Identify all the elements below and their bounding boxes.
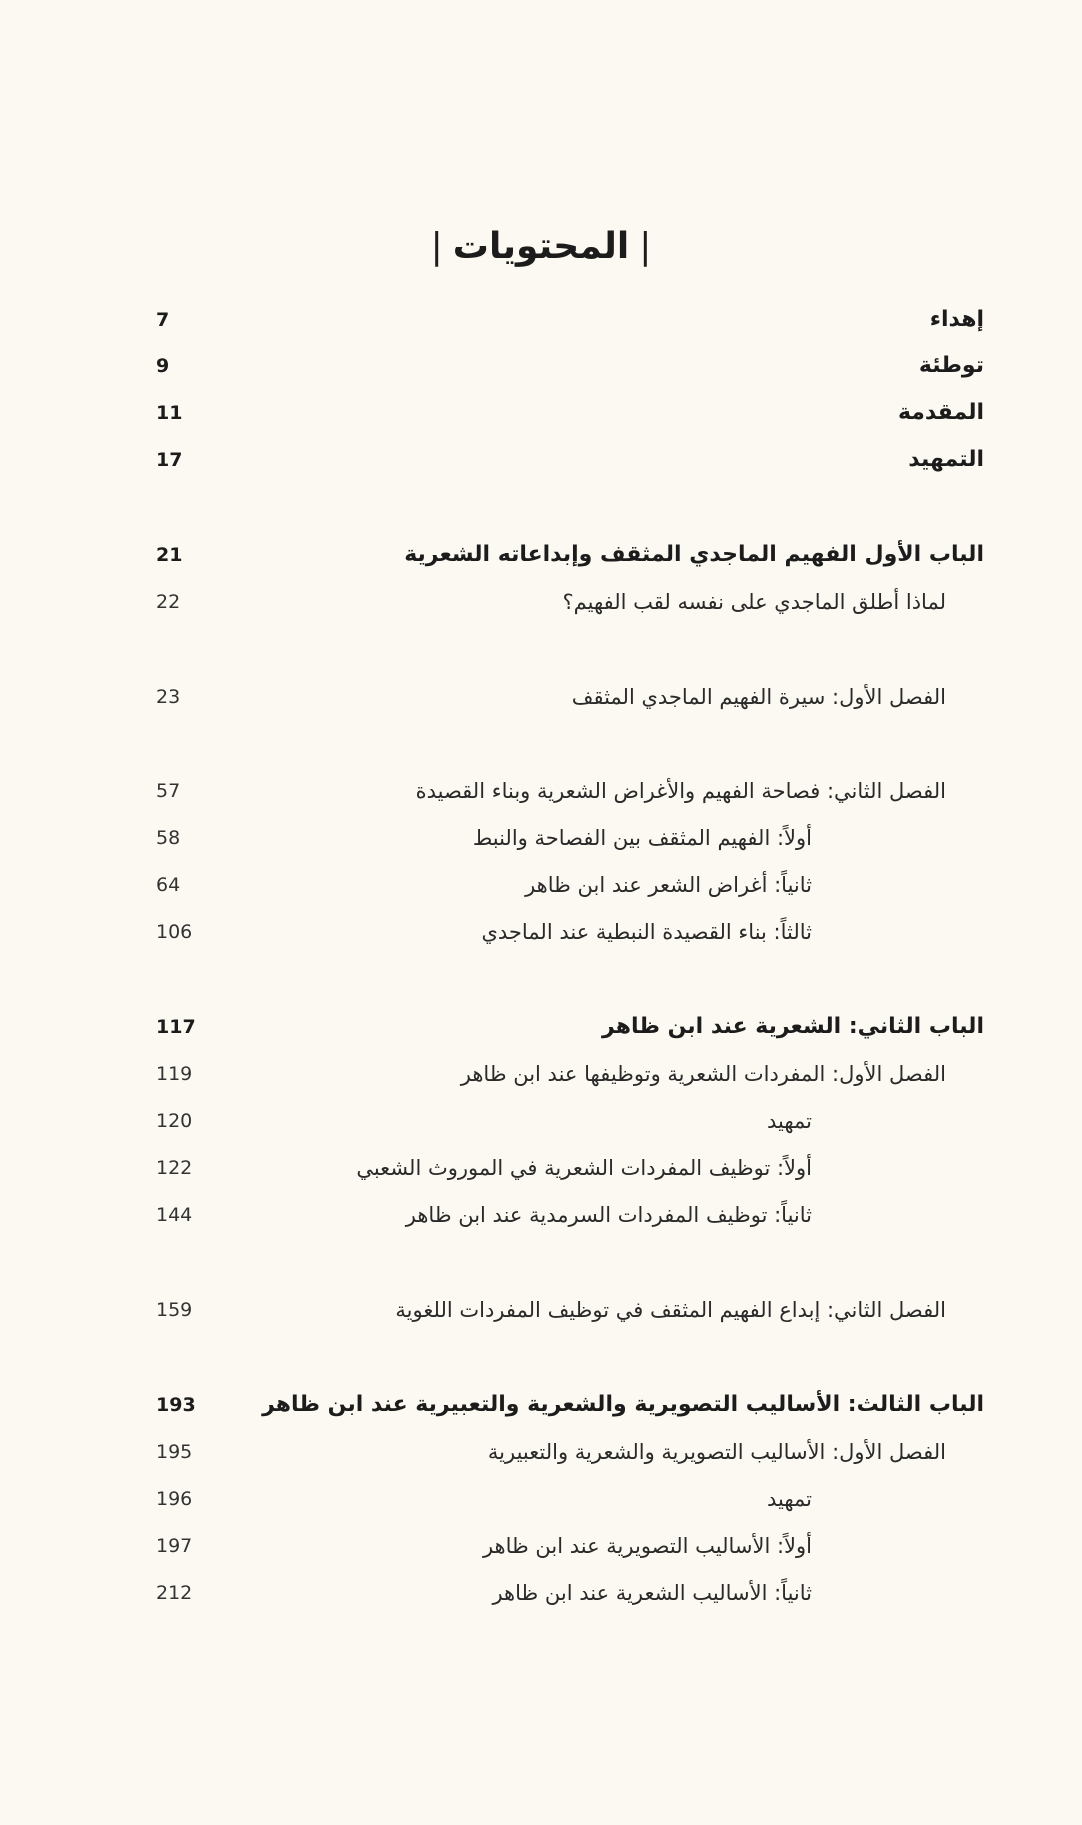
- toc-part: [0, 1007, 1082, 1047]
- toc-entry-page: 197: [156, 1535, 193, 1557]
- toc-entry-page: 17: [156, 449, 183, 471]
- toc-entry: [0, 1479, 1082, 1519]
- toc-entry-page: 106: [156, 921, 193, 943]
- toc-entry-label: الباب الأول الفهيم الماجدي المثقف وإبداعاته الشعرية: [404, 542, 984, 567]
- toc-entry-label: إهداء: [929, 307, 984, 332]
- toc-entry: [0, 440, 1082, 480]
- toc-entry: [0, 393, 1082, 433]
- toc-entry: [0, 300, 1082, 340]
- page-title: المحتويات: [452, 226, 630, 267]
- toc-entry-page: 9: [156, 355, 170, 377]
- toc-entry-label: الفصل الثاني: إبداع الفهيم المثقف في توظيف المفردات اللغوية: [395, 1298, 946, 1322]
- toc-entry-page: 11: [156, 402, 183, 424]
- toc-entry-label: الفصل الثاني: فصاحة الفهيم والأغراض الشعرية وبناء القصيدة: [415, 779, 946, 803]
- toc-entry-label: لماذا أطلق الماجدي على نفسه لقب الفهيم؟: [562, 590, 946, 614]
- toc-entry-page: 196: [156, 1488, 193, 1510]
- toc-entry: [0, 1526, 1082, 1566]
- toc-entry: [0, 1101, 1082, 1141]
- toc-entry-page: 193: [156, 1394, 196, 1416]
- toc-entry-label: ثانياً: توظيف المفردات السرمدية عند ابن ظاهر: [405, 1203, 812, 1227]
- toc-entry-label: ثانياً: أغراض الشعر عند ابن ظاهر: [525, 873, 812, 897]
- title-bar-left: |: [430, 226, 443, 267]
- toc-entry: [0, 1573, 1082, 1613]
- toc-entry-label: تمهيد: [766, 1109, 812, 1133]
- toc-chapter: [0, 1054, 1082, 1094]
- toc-entry-page: 159: [156, 1299, 193, 1321]
- toc-chapter: [0, 1290, 1082, 1330]
- toc-entry-page: 212: [156, 1582, 193, 1604]
- toc-heading: [0, 226, 1082, 267]
- toc-entry: [0, 1148, 1082, 1188]
- toc-entry-label: الباب الثالث: الأساليب التصويرية والشعرية والتعبيرية عند ابن ظاهر: [262, 1392, 984, 1417]
- toc-chapter: [0, 771, 1082, 811]
- toc-entry: [0, 818, 1082, 858]
- toc-entry-page: 57: [156, 780, 181, 802]
- toc-entry-page: 195: [156, 1441, 193, 1463]
- toc-part: [0, 1385, 1082, 1425]
- toc-entry-page: 22: [156, 591, 181, 613]
- toc-entry-label: توطئة: [918, 353, 984, 378]
- toc-entry-label: التمهيد: [908, 447, 984, 472]
- toc-entry-label: أولاً: توظيف المفردات الشعرية في الموروث الشعبي: [356, 1156, 812, 1180]
- toc-entry-page: 7: [156, 309, 170, 331]
- toc-entry-label: أولاً: الفهيم المثقف بين الفصاحة والنبط: [472, 826, 812, 850]
- toc-entry: [0, 1195, 1082, 1235]
- toc-entry-page: 117: [156, 1016, 196, 1038]
- toc-entry: [0, 346, 1082, 386]
- toc-entry: [0, 582, 1082, 622]
- toc-entry-label: أولاً: الأساليب التصويرية عند ابن ظاهر: [482, 1534, 812, 1558]
- toc-entry-label: الفصل الأول: سيرة الفهيم الماجدي المثقف: [571, 685, 946, 709]
- toc-chapter: [0, 1432, 1082, 1472]
- toc-entry-page: 122: [156, 1157, 193, 1179]
- toc-entry-label: المقدمة: [897, 400, 984, 425]
- toc-entry-page: 64: [156, 874, 181, 896]
- toc-entry-label: الباب الثاني: الشعرية عند ابن ظاهر: [602, 1014, 984, 1039]
- toc-entry: [0, 865, 1082, 905]
- toc-entry-label: ثالثاً: بناء القصيدة النبطية عند الماجدي: [481, 920, 812, 944]
- toc-entry-label: الفصل الأول: الأساليب التصويرية والشعرية والتعبيرية: [487, 1440, 946, 1464]
- toc-entry-page: 58: [156, 827, 181, 849]
- toc-entry-page: 119: [156, 1063, 193, 1085]
- toc-entry-label: ثانياً: الأساليب الشعرية عند ابن ظاهر: [492, 1581, 812, 1605]
- toc-chapter: [0, 677, 1082, 717]
- toc-entry-label: الفصل الأول: المفردات الشعرية وتوظيفها عند ابن ظاهر: [460, 1062, 946, 1086]
- toc-entry-page: 120: [156, 1110, 193, 1132]
- toc-entry-page: 144: [156, 1204, 193, 1226]
- toc-part: [0, 535, 1082, 575]
- toc-entry: [0, 912, 1082, 952]
- toc-entry-page: 23: [156, 686, 181, 708]
- title-bar-right: |: [639, 226, 652, 267]
- toc-entry-page: 21: [156, 544, 183, 566]
- toc-entry-label: تمهيد: [766, 1487, 812, 1511]
